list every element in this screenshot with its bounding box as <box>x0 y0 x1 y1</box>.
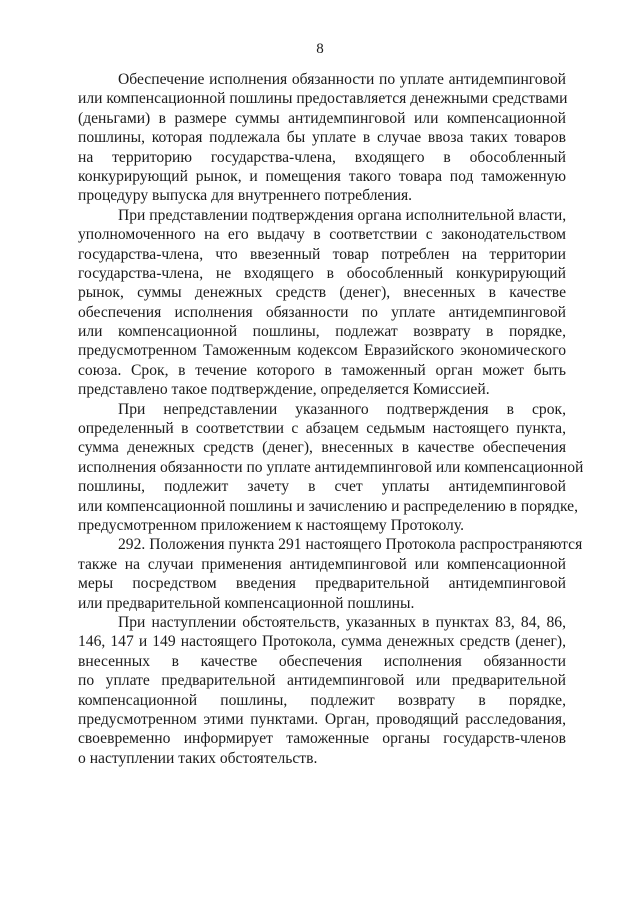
text-line: или компенсационной пошлины предоставляется денежными средствами <box>78 90 568 108</box>
text-line: конкурирующий рынок, и помещения такого товара под таможенную <box>78 167 566 185</box>
text-line: представлено такое подтверждение, определяется Комиссией. <box>78 381 490 399</box>
page-number: 8 <box>316 41 324 57</box>
text-line: меры посредством введения предварительной антидемпинговой <box>78 575 566 593</box>
text-line: процедуру выпуска для внутреннего потребления. <box>78 187 413 205</box>
text-line: предусмотренном Таможенным кодексом Евразийского экономического <box>78 342 566 360</box>
text-line: о наступлении таких обстоятельств. <box>78 749 318 767</box>
text-line: своевременно информирует таможенные органы государств-членов <box>78 730 566 748</box>
text-line: 146, 147 и 149 настоящего Протокола, сумма денежных средств (денег), <box>78 633 566 651</box>
text-line: обеспечения исполнения обязанности по уплате антидемпинговой <box>78 303 566 321</box>
text-line: предусмотренном этими пунктами. Орган, проводящий расследования, <box>78 710 566 728</box>
text-line: по уплате предварительной антидемпинговой или предварительной <box>78 672 566 690</box>
text-line: на территорию государства-члена, входящего в обособленный <box>78 148 566 166</box>
text-line: 292. Положения пункта 291 настоящего Протокола распространяются <box>118 536 583 554</box>
paragraph <box>78 535 583 613</box>
text-line: государства-члена, что ввезенный товар потреблен на территории <box>78 245 566 263</box>
paragraph <box>78 400 584 536</box>
text-line: определенный в соответствии с абзацем седьмым настоящего пункта, <box>78 420 566 438</box>
text-line: Обеспечение исполнения обязанности по уплате антидемпинговой <box>118 71 566 88</box>
text-line: исполнения обязанности по уплате антидемпинговой или компенсационной <box>78 458 584 476</box>
paragraph <box>78 613 566 768</box>
text-line: союза. Срок, в течение которого в таможенный орган может быть <box>78 361 566 379</box>
text-line: сумма денежных средств (денег), внесенных в качестве обеспечения <box>78 439 566 457</box>
text-line: рынок, суммы денежных средств (денег), внесенных в качестве <box>78 284 566 302</box>
text-line: (деньгами) в размере суммы антидемпинговой или компенсационной <box>78 109 566 127</box>
text-line: пошлины, подлежит зачету в счет уплаты антидемпинговой <box>78 478 566 496</box>
text-line: или предварительной компенсационной пошлины. <box>78 594 415 612</box>
text-line: также на случаи применения антидемпинговой или компенсационной <box>78 555 566 573</box>
paragraph <box>78 206 566 400</box>
document-body <box>78 70 584 768</box>
text-line: При представлении подтверждения органа исполнительной власти, <box>118 206 567 224</box>
text-line: При наступлении обстоятельств, указанных в пунктах 83, 84, 86, <box>118 613 566 631</box>
text-line: компенсационной пошлины, подлежит возврату в порядке, <box>78 691 566 709</box>
text-line: предусмотренном приложением к настоящему Протоколу. <box>78 516 464 534</box>
paragraph <box>78 70 566 206</box>
text-line: или компенсационной пошлины, подлежат возврату в порядке, <box>78 323 566 341</box>
text-line: внесенных в качестве обеспечения исполнения обязанности <box>78 652 566 670</box>
text-line: или компенсационной пошлины и зачислению и распределению в порядке, <box>78 497 578 515</box>
text-line: При непредставлении указанного подтверждения в срок, <box>118 400 566 418</box>
text-line: пошлины, которая подлежала бы уплате в случае ввоза таких товаров <box>78 129 566 147</box>
text-line: уполномоченного на его выдачу в соответствии с законодательством <box>78 226 566 244</box>
text-line: государства-члена, не входящего в обособленный конкурирующий <box>78 264 566 282</box>
